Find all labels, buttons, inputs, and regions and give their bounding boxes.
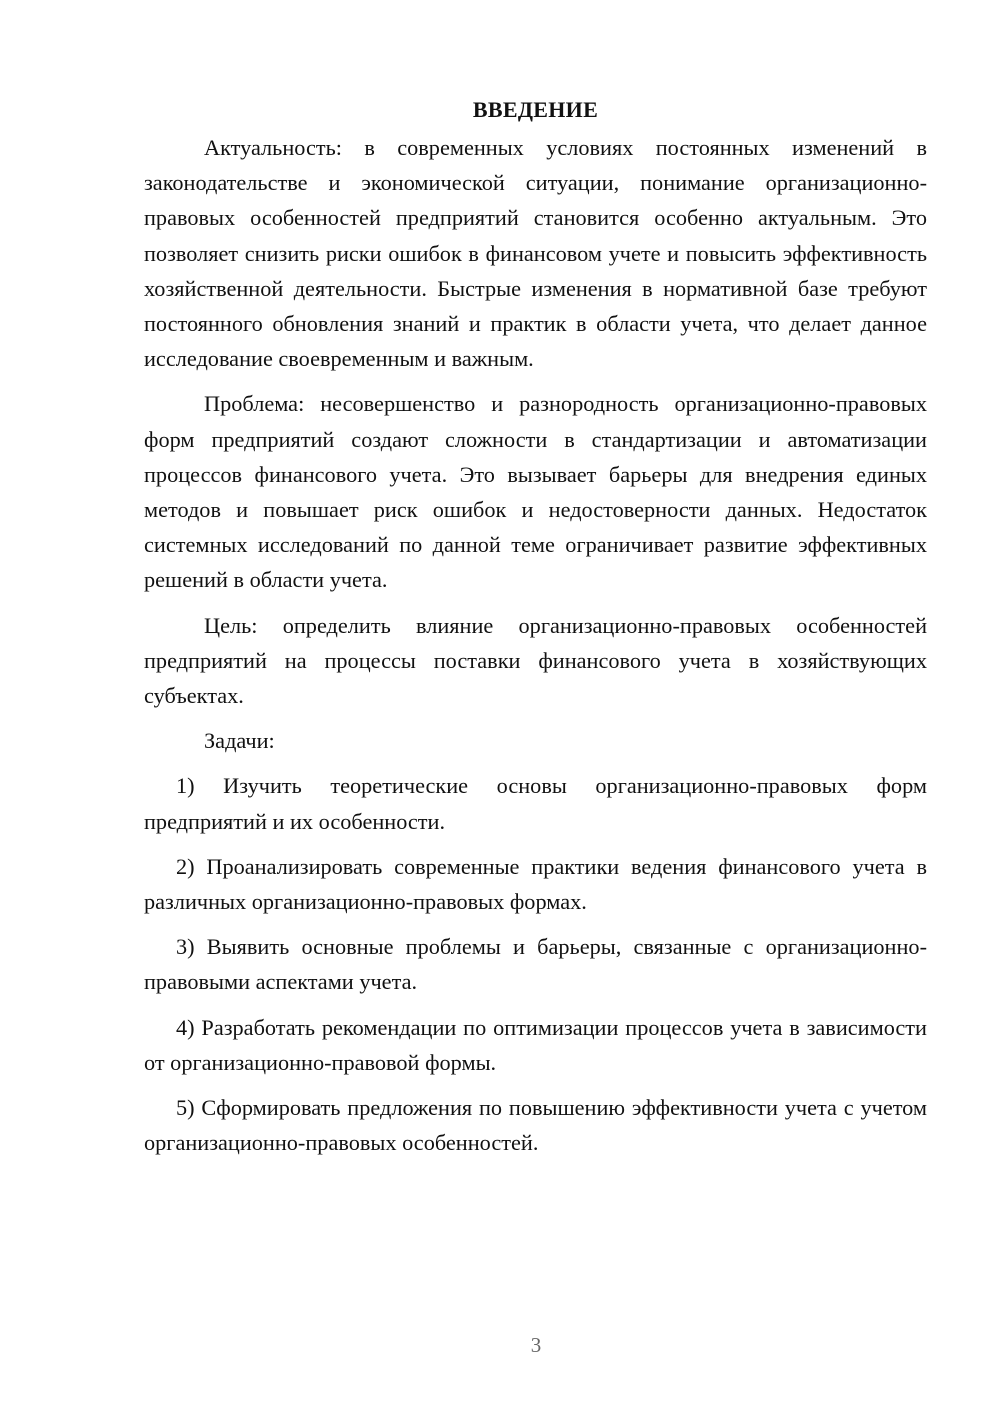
tasks-heading: Задачи: [204,728,275,754]
paragraph-problem: Проблема: несовершенство и разнородность организационно-правовых форм предприятий создают сложности в стандартизации и автоматизации процессов финансового учета. Это вызывает барьеры для внедрения единых методов и повышает риск ошибок и недостоверности данных. Недостаток системных исследований по данной теме ограничивает развитие эффективных решений в области учета. [144,391,927,593]
task-item-2: 2) Проанализировать современные практики ведения финансового учета в различных организационно-правовых формах. [144,853,927,915]
task-item-3: 3) Выявить основные проблемы и барьеры, связанные с организационно-правовыми аспектами учета. [144,934,927,995]
task-item-1: 1) Изучить теоретические основы организационно-правовых форм предприятий и их особенности. [144,773,927,834]
section-title: ВВЕДЕНИЕ [472,97,599,122]
page-number: 3 [530,1333,542,1357]
paragraph-goal: Цель: определить влияние организационно-правовых особенностей предприятий на процессы поставки финансового учета в хозяйствующих субъектах. [144,612,927,709]
paragraph-relevance: Актуальность: в современных условиях постоянных изменений в законодательстве и экономической ситуации, понимание организационно-правовых особенностей предприятий становится особенно актуальным. Это позволяет снизить риски ошибок в финансовом учете и повысить эффективность хозяйственной деятельности. Быстрые изменения в нормативной базе требуют постоянного обновления знаний и практик в области учета, что делает данное исследование своевременным и важным. [144,135,927,372]
task-item-5: 5) Сформировать предложения по повышению эффективности учета с учетом организационно-правовых особенностей. [144,1095,927,1156]
task-item-4: 4) Разработать рекомендации по оптимизации процессов учета в зависимости от организационно-правовой формы. [144,1014,927,1075]
document-page [144,92,927,1170]
